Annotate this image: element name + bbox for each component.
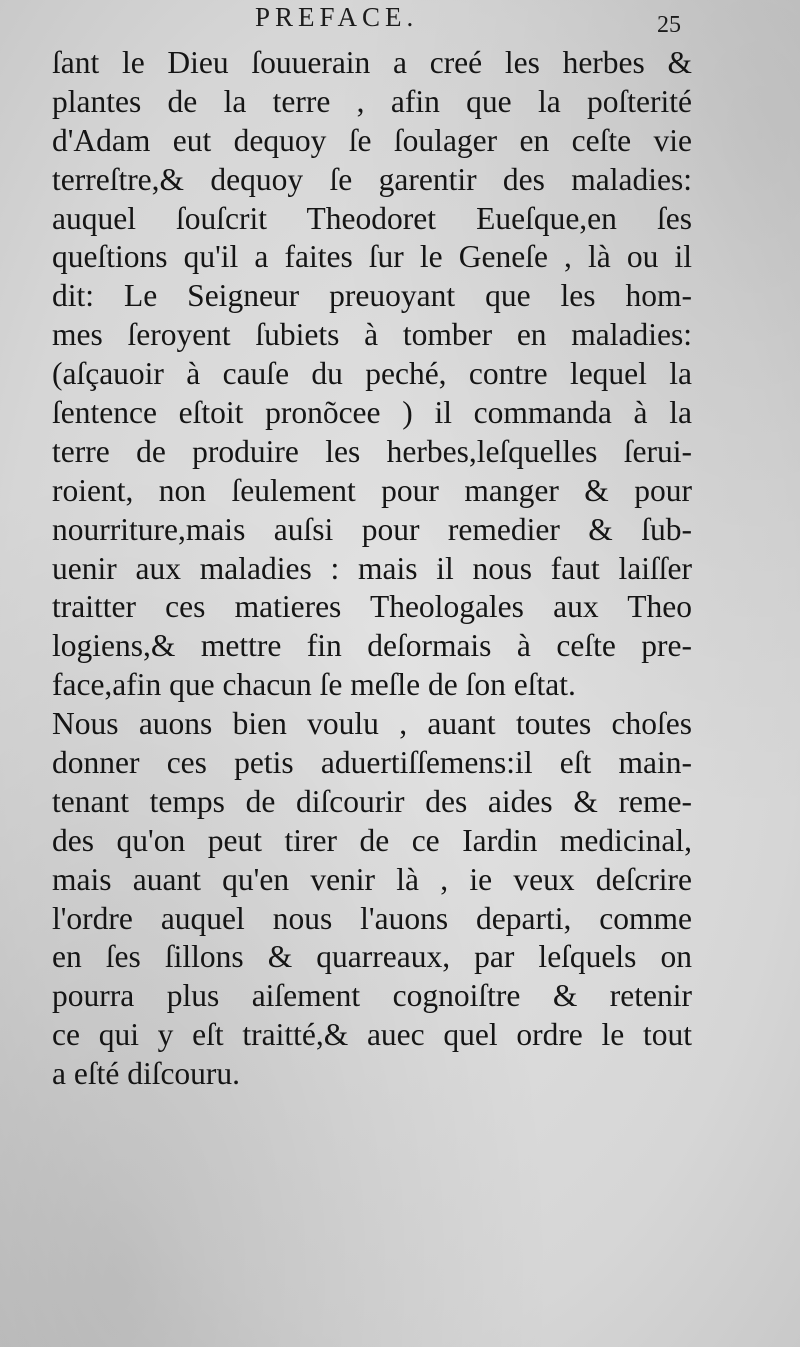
text-line: plantes de la terre , afin que la poſterité: [52, 83, 692, 119]
page-number: 25: [657, 12, 681, 38]
text-line: mais auant qu'en venir là , ie veux deſcrire: [52, 861, 692, 897]
text-line: ſant le Dieu ſouuerain a creé les herbes &: [52, 45, 692, 80]
text-line: mes ſeroyent ſubiets à tomber en maladies:: [52, 317, 692, 353]
text-line: uenir aux maladies : mais il nous faut laiſſer: [52, 550, 692, 586]
text-line: Nous auons bien voulu , auant toutes choſes: [52, 706, 692, 742]
running-head: [0, 2, 800, 38]
text-line: queſtions qu'il a faites ſur le Geneſe , là ou il: [52, 239, 692, 275]
body-text: [52, 44, 692, 1094]
text-line: des qu'on peut tirer de ce Iardin medicinal,: [52, 822, 692, 858]
text-line: ce qui y eſt traitté,& auec quel ordre le tout: [52, 1017, 692, 1053]
text-line: nourriture,mais auſsi pour remedier & ſub-: [52, 511, 692, 547]
text-line: a eſté diſcouru.: [52, 1056, 241, 1092]
text-line: pourra plus aiſement cognoiſtre & retenir: [52, 978, 692, 1014]
text-line: face,afin que chacun ſe meſle de ſon eſtat.: [52, 667, 576, 703]
text-line: d'Adam eut dequoy ſe ſoulager en ceſte vie: [52, 122, 692, 158]
running-head-title: PREFACE.: [255, 2, 419, 32]
text-line: roient, non ſeulement pour manger & pour: [52, 472, 692, 508]
text-line: traitter ces matieres Theologales aux Theo: [52, 589, 692, 625]
text-line: auquel ſouſcrit Theodoret Eueſque,en ſes: [52, 200, 692, 236]
text-line: donner ces petis aduertiſſemens:il eſt main-: [52, 745, 692, 781]
text-line: (aſçauoir à cauſe du peché, contre lequel la: [52, 356, 692, 392]
text-line: logiens,& mettre fin deſormais à ceſte pre-: [52, 628, 692, 664]
text-line: tenant temps de diſcourir des aides & reme-: [52, 783, 692, 819]
text-line: l'ordre auquel nous l'auons departi, comme: [52, 900, 692, 936]
text-line: terreſtre,& dequoy ſe garentir des maladies:: [52, 161, 692, 197]
text-line: dit: Le Seigneur preuoyant que les hom-: [52, 278, 692, 314]
text-line: terre de produire les herbes,leſquelles ſerui-: [52, 433, 692, 469]
text-line: ſentence eſtoit pronõcee ) il commanda à la: [52, 395, 692, 431]
text-line: en ſes ſillons & quarreaux, par leſquels on: [52, 939, 692, 975]
